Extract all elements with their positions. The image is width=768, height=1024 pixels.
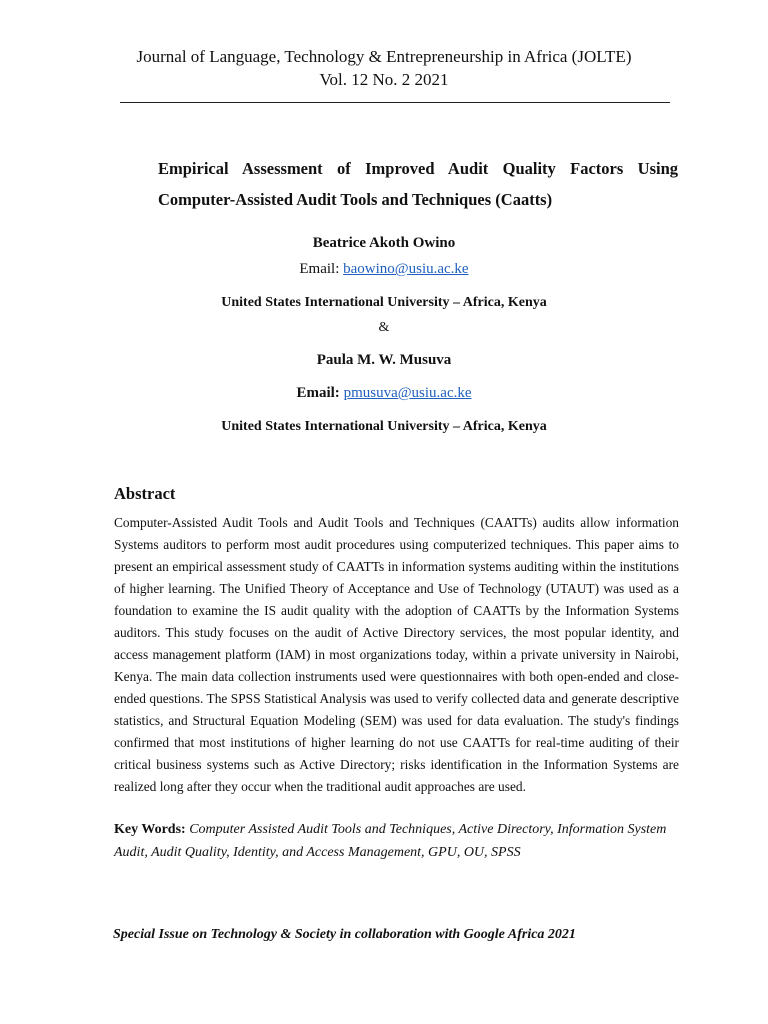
paper-title-line1: Empirical Assessment of Improved Audit Quality Factors Using [158,159,678,178]
header-rule [120,102,670,103]
author-2-email-link[interactable]: pmusuva@usiu.ac.ke [343,385,472,401]
paper-title-line2: Computer-Assisted Audit Tools and Techniques (Caatts) [158,190,553,209]
author-1-email-line [0,261,768,278]
author-2-email-line [0,385,768,402]
author-1-affiliation: United States International University – Africa, Kenya [221,295,547,310]
author-2-email-label: Email: [296,385,340,401]
journal-volume: Vol. 12 No. 2 2021 [319,70,449,89]
footer-note: Special Issue on Technology & Society in collaboration with Google Africa 2021 [113,927,576,942]
keywords-label: Key Words: [114,822,186,837]
author-1-email-label: Email: [299,261,340,277]
author-1-email-link[interactable]: baowino@usiu.ac.ke [343,261,469,277]
journal-title: Journal of Language, Technology & Entrepreneurship in Africa (JOLTE) [136,47,632,66]
abstract-body: Computer-Assisted Audit Tools and Audit Tools and Techniques (CAATTs) audits allow information Systems auditors to perform most audit procedures using computerized techniques. This paper aims to present an empirical assessment study of CAATTs in information systems auditing within the institutions of higher learning. The Unified Theory of Acceptance and Use of Technology (UTAUT) was used as a foundation to examine the IS audit quality with the adoption of CAATTs by the Information Systems auditors. This study focuses on the audit of Active Directory services, the most popular identity, and access management platform (IAM) in most organizations today, within a private university in Nairobi, Kenya. The main data collection instruments used were questionnaires with both open-ended and close-ended questions. The SPSS Statistical Analysis was used to verify collected data and generate descriptive statistics, and Structural Equation Modeling (SEM) was used for data evaluation. The study's findings confirmed that most institutions of higher learning do not use CAATTs for real-time auditing of their critical business systems such as Active Directory; risks identification in the Information Systems are realized long after they occur when the traditional audit approaches are used. [114,515,679,794]
keywords [114,818,679,864]
author-2-affiliation: United States International University – Africa, Kenya [221,419,547,434]
author-1-name: Beatrice Akoth Owino [312,235,456,251]
author-separator: & [378,320,390,335]
abstract-heading: Abstract [114,484,176,503]
keywords-value: Computer Assisted Audit Tools and Techniques, Active Directory, Information System Audit, Audit Quality, Identity, and Access Management, GPU, OU, SPSS [114,822,667,860]
author-2-name: Paula M. W. Musuva [316,352,452,368]
